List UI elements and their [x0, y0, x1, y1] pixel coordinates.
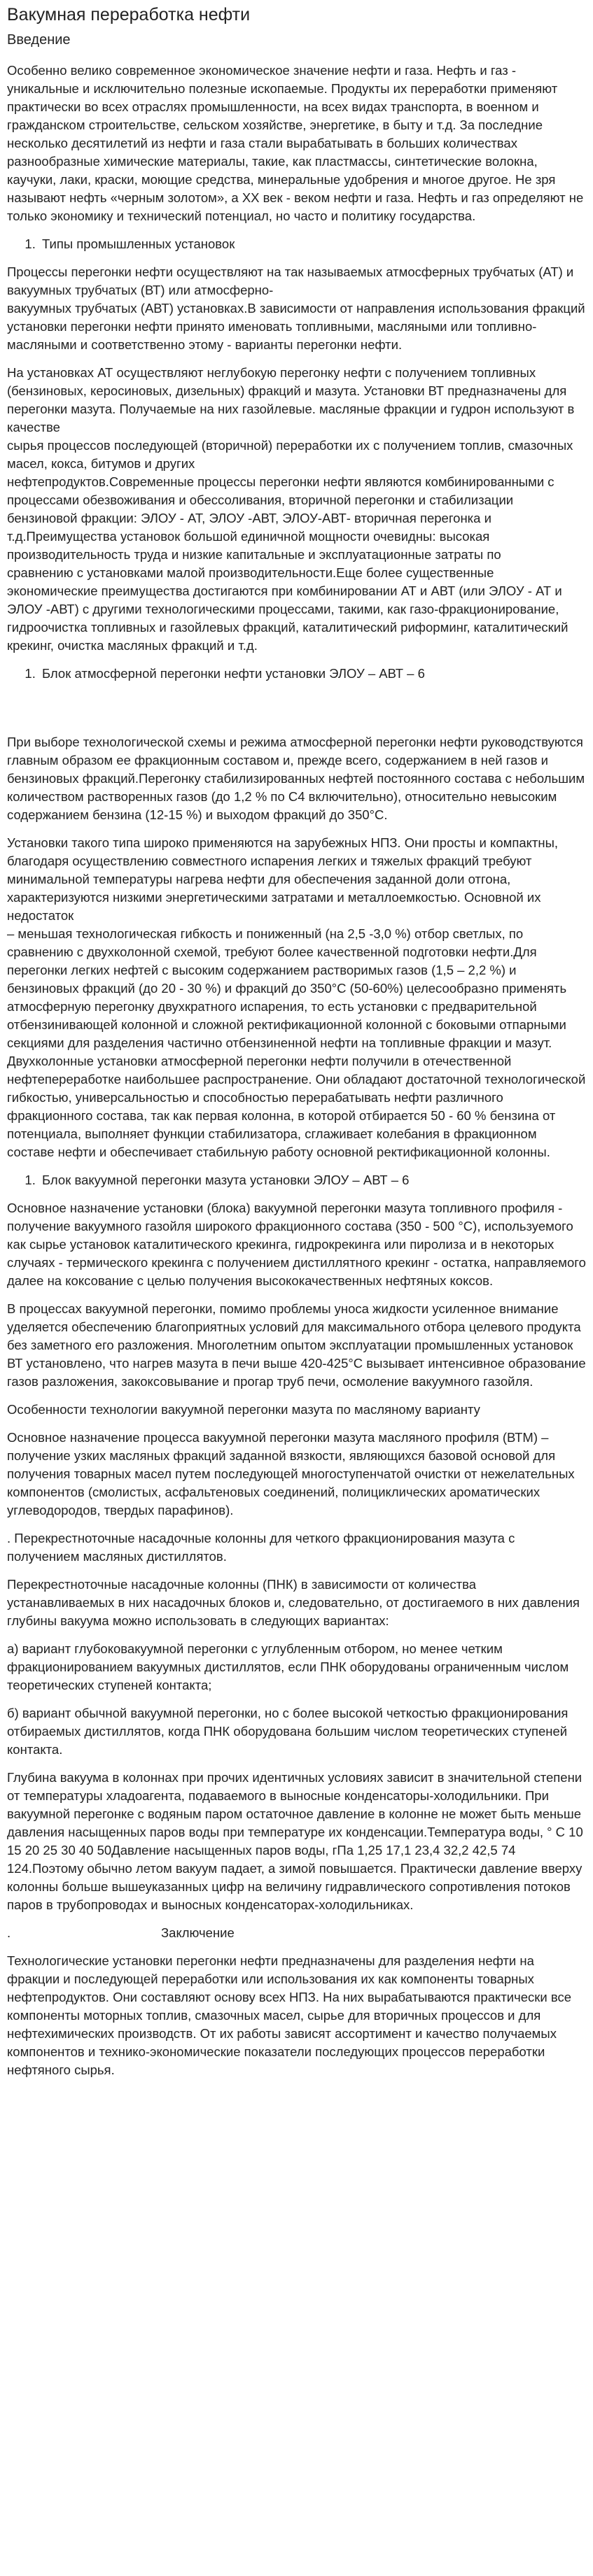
section-list-2 — [7, 665, 586, 683]
paragraph-vtm-purpose: Основное назначение процесса вакуумной перегонки мазута масляного профиля (ВТМ) – получение узких масляных фракций заданной вязкости, являющихся базовой основой для получения товарных масел путем последующей многоступенчатой очистки от нежелательных компонентов (смолистых, асфальтеновых соединений, полициклических ароматических углеводородов, твердых парафинов). — [7, 1430, 575, 1517]
paragraph-at-units: На установках АТ осуществляют неглубокую перегонку нефти с получением топливных (бензиновых, керосиновых, дизельных) фракций и мазута. Установки ВТ предназначены для перегонки мазута. Получаемые на них газойлевые. масляные фракции и гудрон используют в качестве сырья процессов последующей (вторичной) переработки их с получением топлив, смазочных масел, кокса, битумов и других нефтепродуктов.Современные процессы перегонки нефти являются комбинированными с процессами обезвоживания и обессоливания, вторичной перегонки и стабилизации бензиновой фракции: ЭЛОУ - АТ, ЭЛОУ -АВТ, ЭЛОУ-АВТ- вторичная перегонка и т.д.Преимущества установок большой единичной мощности очевидны: высокая производительность труда и низкие капитальные и эксплуатационные затраты по сравнению с установками малой производительности.Еще более существенные экономические преимущества достигаются при комбинировании АТ и АВТ (или ЭЛОУ - АТ и ЭЛОУ -АВТ) с другими технологическими процессами, такими, как газо-фракционирование, гидроочистка топливных и газойлевых фракций, каталитический риформинг, каталитический крекинг, очистка масляных фракций и т.д. — [7, 365, 575, 653]
page-title: Вакумная переработка нефти — [7, 5, 251, 24]
paragraph-oil-variant-heading: Особенности технологии вакуумной перегонки мазута по масляному варианту — [7, 1402, 480, 1417]
paragraph-processes: Процессы перегонки нефти осуществляют на так называемых атмосферных трубчатых (АТ) и вакуумных трубчатых (ВТ) или атмосферно- вакуумных трубчатых (АВТ) установках.В зависимости от направления использования фракций установки перегонки нефти принято именовать топливными, масляными или топливно-масляными и соответственно этому - варианты перегонки нефти. — [7, 264, 585, 352]
paragraph-vacuum-purpose: Основное назначение установки (блока) вакуумной перегонки мазута топливного профиля - получение вакуумного газойля широкого фракционного состава (350 - 500 °С), используемого как сырье установок каталитического крекинга, гидрокрекинга или пиролиза и в некоторых случаях - термического крекинга с получением дистиллятного крекинг - остатка, направляемого далее на коксование с целью получения высококачественных нефтяных коксов. — [7, 1201, 586, 1288]
conclusion-heading — [7, 1924, 586, 1942]
section-heading-atmospheric-block: 1. Блок атмосферной перегонки нефти установки ЭЛОУ – АВТ – 6 — [39, 665, 586, 683]
section-heading-types: 1. Типы промышленных установок — [39, 235, 586, 253]
paragraph-packed-columns: . Перекрестноточные насадочные колонны для четкого фракционирования мазута с получением масляных дистиллятов. — [7, 1531, 515, 1564]
conclusion-dot: . — [7, 1925, 11, 1940]
paragraph-installations: Установки такого типа широко применяются на зарубежных НПЗ. Они просты и компактны, благодаря осуществлению совместного испарения легких и тяжелых фракций требуют минимальной температуры нагрева нефти для обеспечения заданной доли отгона, характеризуются низкими энергетическими затратами и металлоемкостью. Основной их недостаток – меньшая технологическая гибкость и пониженный (на 2,5 -3,0 %) отбор светлых, по сравнению с двухколонной схемой, требуют более качественной подготовки нефти.Для перегонки легких нефтей с высоким содержанием растворимых газов (1,5 – 2,2 %) и бензиновых фракций (до 20 - 30 %) и фракций до 350°С (50-60%) целесообразно применять атмосферную перегонку двухкратного испарения, то есть установки с предварительной отбензинивающей колонной и сложной ректификационной колонной с боковыми отпарными секциями для разделения частично отбензиненной нефти на топливные фракции и мазут. Двухколонные установки атмосферной перегонки нефти получили в отечественной нефтепереработке наибольшее распространение. Они обладают достаточной технологической гибкостью, универсальностью и способностью перерабатывать нефти различного фракционного состава, так как первая колонна, в которой отбирается 50 - 60 % бензина от потенциала, выполняет функции стабилизатора, сглаживает колебания в фракционном составе нефти и обеспечивает стабильную работу основной ректификационной колонны. — [7, 835, 586, 1159]
spacer — [7, 693, 586, 733]
paragraph-variant-a: а) вариант глубоковакуумной перегонки с углубленным отбором, но менее четким фракционированием вакуумных дистиллятов, если ПНК оборудованы ограниченным числом теоретических ступеней контакта; — [7, 1641, 569, 1692]
paragraph-vacuum-process: В процессах вакуумной перегонки, помимо проблемы уноса жидкости усиленное внимание уделяется обеспечению благоприятных условий для максимального отбора целевого продукта без заметного его разложения. Многолетним опытом эксплуатации промышленных установок ВТ установлено, что нагрев мазута в печи выше 420-425°С вызывает интенсивное образование газов разложения, закоксовывание и прогар труб печи, осмоление вакуумного газойля. — [7, 1301, 586, 1389]
paragraph-pnk-variants: Перекрестноточные насадочные колонны (ПНК) в зависимости от количества устанавливаемых в них насадочных блоков и, следовательно, от достигаемого в них давления глубины вакуума можно использовать в следующих вариантах: — [7, 1577, 580, 1628]
paragraph-intro: Особенно велико современное экономическое значение нефти и газа. Нефть и газ - уникальные и исключительно полезные ископаемые. Продукты их переработки применяют практически во всех отраслях промышленности, на всех видах транспорта, в военном и гражданском строительстве, сельском хозяйстве, энергетике, в быту и т.д. За последние несколько десятилетий из нефти и газа стали вырабатывать в больших количествах разнообразные химические материалы, такие, как пластмассы, синтетические волокна, каучуки, лаки, краски, моющие средства, минеральные удобрения и многое другое. Не зря называют нефть «черным золотом», а XX век - веком нефти и газа. Нефть и газ определяют не только экономику и технический потенциал, но часто и политику государства. — [7, 63, 584, 223]
conclusion-label: Заключение — [161, 1925, 235, 1940]
paragraph-vacuum-depth: Глубина вакуума в колоннах при прочих идентичных условиях зависит в значительной степени от температуры хладоагента, подаваемого в выносные конденсаторы-холодильники. При вакуумной перегонке с водяным паром остаточное давление в колонне не может быть меньше давления насыщенных паров воды при температуре их конденсации.Температура воды, ° С 10 15 20 25 30 40 50Давление насыщенных паров воды, гПа 1,25 17,1 23,4 32,2 42,5 74 124.Поэтому обычно летом вакуум падает, а зимой повышается. Практически давление вверху колонны больше вышеуказанных цифр на величину гидравлического сопротивления потоков паров в трубопроводах и выносных конденсаторах-холодильниках. — [7, 1770, 583, 1912]
section-heading-vacuum-block: 1. Блок вакуумной перегонки мазута установки ЭЛОУ – АВТ – 6 — [39, 1171, 586, 1189]
section-list-1 — [7, 235, 586, 253]
paragraph-conclusion: Технологические установки перегонки нефти предназначены для разделения нефти на фракции и последующей переработки или использования их как компоненты товарных нефтепродуктов. Они составляют основу всех НПЗ. На них вырабатываются практически все компоненты моторных топлив, смазочных масел, сырье для вторичных процессов и для нефтехимических производств. От их работы зависят ассортимент и качество получаемых компонентов и технико-экономические показатели последующих процессов переработки нефтяного сырья. — [7, 1953, 572, 2077]
section-list-3 — [7, 1171, 586, 1189]
paragraph-variant-b: б) вариант обычной вакуумной перегонки, но с более высокой четкостью фракционирования отбираемых дистиллятов, когда ПНК оборудована большим числом теоретических ступеней контакта. — [7, 1706, 568, 1757]
paragraph-scheme-choice: При выборе технологической схемы и режима атмосферной перегонки нефти руководствуются главным образом ее фракционным составом и, прежде всего, содержанием в ней газов и бензиновых фракций.Перегонку стабилизированных нефтей постоянного состава с небольшим количеством растворенных газов (до 1,2 % по С4 включительно), относительно невысоким содержанием бензина (12-15 %) и выходом фракций до 350°С. — [7, 735, 585, 822]
intro-heading: Введение — [7, 32, 71, 48]
